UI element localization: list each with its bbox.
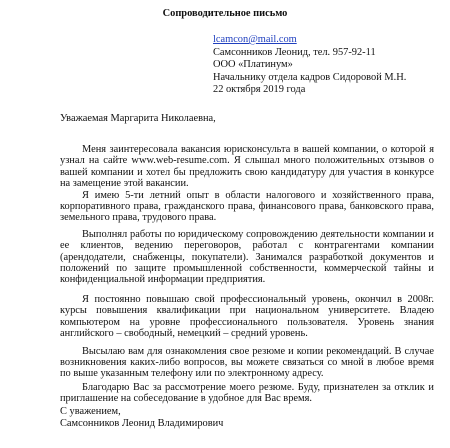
paragraph: Выполнял работы по юридическому сопровождению деятельности компании и ее клиентов, ведению переговоров, работал с контрагентами компании (арендодатели, снабженцы, покупатели). Занимался разработкой документов и положений по защите промышленной собственности, коммерческой тайны и конфиденциальной информации предприятия.: [60, 228, 434, 286]
paragraph: Благодарю Вас за рассмотрение моего резюме. Буду, признателен за отклик и приглашение на собеседование в удобное для Вас время.: [60, 381, 434, 405]
greeting: Уважаемая Маргарита Николаевна,: [60, 113, 216, 124]
letter-date: 22 октября 2019 года: [213, 84, 306, 96]
sender-line: Самсонников Леонид, тел. 957-92-11: [213, 46, 376, 58]
closing-block: [60, 406, 223, 430]
recipient-line: Начальнику отдела кадров Сидоровой М.Н.: [213, 71, 407, 83]
company-name: ООО «Платинум»: [213, 59, 293, 71]
signature: Самсонников Леонид Владимирович: [60, 418, 224, 429]
closing-phrase: С уважением,: [60, 406, 121, 417]
paragraph: Высылаю вам для ознакомления свое резюме и копии рекомендаций. В случае возникновения каких-либо вопросов, вы можете связаться со мной в любое время по выше указанным телефону или по электронному адресу.: [60, 345, 434, 380]
letter-title: Сопроводительное письмо: [162, 8, 288, 19]
paragraph: Меня заинтересовала вакансия юрисконсульта в вашей компании, о которой я узнал на сайте www.web-resume.com. Я слышал много положительных отзывов о вашей компании и хотел бы предложить свою кандидатуру для участия в конкурсе на замещение этой вакансии.: [60, 144, 434, 190]
email-link[interactable]: lcamcon@mail.com: [213, 34, 297, 45]
letter-body: [60, 144, 434, 405]
address-block: [213, 34, 406, 97]
paragraph: Я постоянно повышаю свой профессиональный уровень, окончил в 2008г. курсы повышения квалификации при национальном университете. Владею компьютером на уровне профессионального пользователя. Уровень знания английского – свободный, немецкий – средний уровень.: [60, 293, 434, 340]
paragraph: Я имею 5-ти летний опыт в области налогового и хозяйственного права, корпоративного права, гражданского права, финансового права, банковского права, земельного права, трудового права.: [60, 189, 434, 224]
